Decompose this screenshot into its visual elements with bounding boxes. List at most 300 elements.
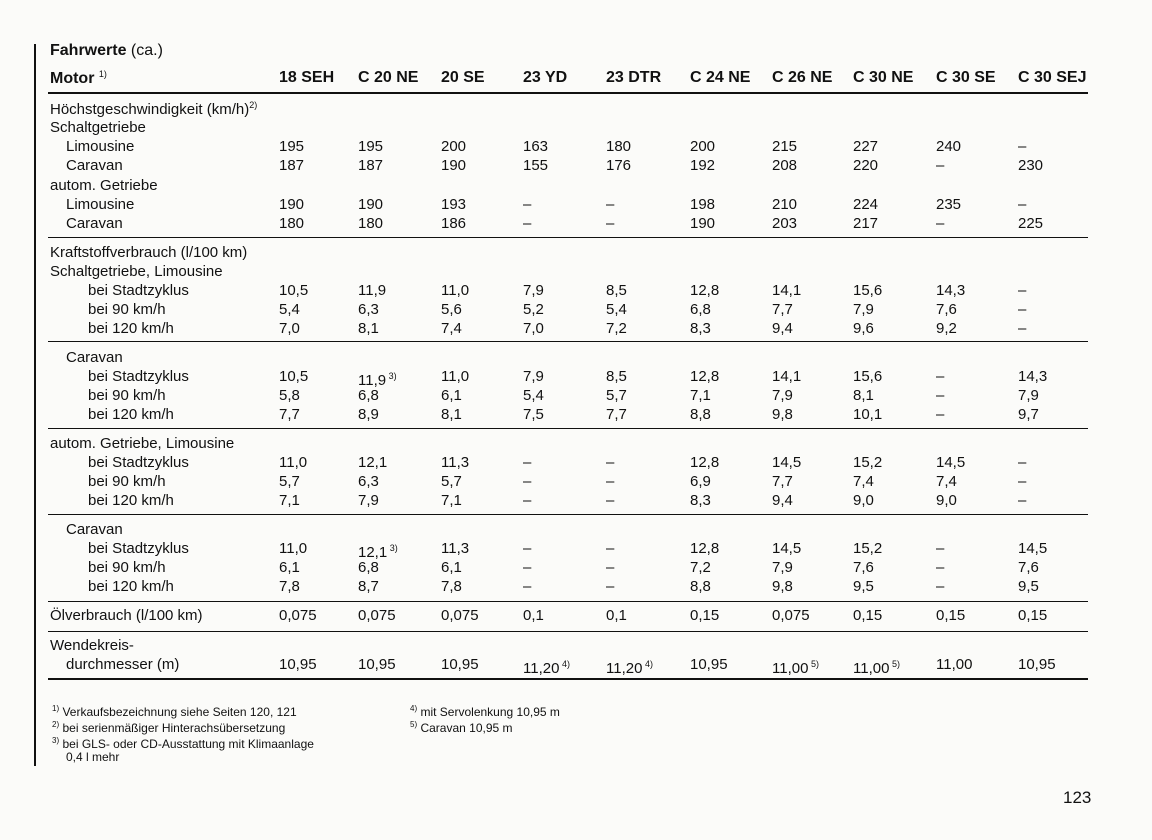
footnote-text: bei GLS- oder CD-Ausstattung mit Klimaanlage [62, 737, 314, 751]
table-cell [936, 539, 996, 558]
table-row [0, 520, 1152, 539]
row-label [88, 577, 174, 596]
table-cell [441, 386, 501, 405]
row-label [88, 491, 174, 510]
table-cell [690, 491, 750, 510]
table-cell [772, 655, 832, 678]
footnote [410, 718, 513, 735]
table-rule [48, 631, 1088, 632]
table-cell [279, 319, 339, 338]
table-cell [606, 606, 666, 625]
cell-value: 200 [690, 138, 716, 155]
row-label-text: Wendekreis- [50, 637, 134, 654]
table-row [0, 137, 1152, 156]
table-cell [772, 281, 832, 300]
column-header: 23 YD [523, 69, 568, 86]
table-row [0, 156, 1152, 175]
row-label [66, 655, 179, 674]
table-cell [358, 558, 418, 577]
cell-value: 8,3 [690, 320, 711, 337]
cell-value: 14,5 [772, 540, 802, 557]
cell-value: 7,9 [358, 492, 379, 509]
cell-value: 9,0 [853, 492, 874, 509]
cell-value: 7,8 [441, 578, 462, 595]
cell-value: 14,3 [1018, 368, 1048, 385]
cell-value: 0,15 [936, 607, 966, 624]
table-cell [690, 195, 750, 214]
table-cell [690, 539, 750, 558]
table-cell [690, 606, 750, 625]
cell-value: 11,00 [772, 660, 809, 677]
cell-value: 7,5 [523, 406, 544, 423]
table-cell [1018, 453, 1078, 472]
table-row [0, 214, 1152, 233]
row-label [50, 176, 158, 195]
cell-value: 0,075 [358, 607, 396, 624]
cell-value: 7,6 [853, 559, 874, 576]
table-rule [48, 237, 1088, 238]
table-cell [441, 319, 501, 338]
row-label-text: Caravan [66, 521, 123, 538]
cell-value: – [936, 387, 945, 404]
table-cell [606, 137, 666, 156]
table-row [0, 636, 1152, 655]
motor-label: Motor [50, 70, 95, 87]
cell-value: 7,9 [523, 282, 544, 299]
table-cell [1018, 491, 1078, 510]
cell-value: 187 [279, 157, 305, 174]
table-cell [441, 577, 501, 596]
table-cell [1018, 655, 1078, 674]
cell-value: 227 [853, 138, 879, 155]
row-label-text: bei 120 km/h [88, 492, 174, 509]
column-header: C 24 NE [690, 69, 751, 86]
row-label [88, 386, 166, 405]
cell-value: 10,95 [441, 656, 479, 673]
cell-value: 9,5 [1018, 578, 1039, 595]
cell-value: 14,5 [772, 454, 802, 471]
cell-value: 6,3 [358, 473, 379, 490]
cell-value: – [523, 492, 532, 509]
table-cell [936, 300, 996, 319]
cell-value: 11,3 [441, 454, 470, 471]
table-cell [358, 577, 418, 596]
table-cell [853, 195, 913, 214]
row-label-text: Caravan [66, 215, 123, 232]
table-cell [606, 386, 666, 405]
cell-value: 8,1 [853, 387, 874, 404]
footnote-mark: 4) [559, 659, 570, 669]
table-cell [441, 405, 501, 424]
table-cell [441, 195, 501, 214]
cell-value: 5,4 [279, 301, 300, 318]
cell-value: 190 [358, 196, 384, 213]
row-label [50, 434, 234, 453]
cell-value: 224 [853, 196, 879, 213]
cell-value: 9,7 [1018, 406, 1039, 423]
table-cell [690, 405, 750, 424]
table-cell [606, 300, 666, 319]
row-label [88, 405, 174, 424]
cell-value: 11,0 [441, 368, 470, 385]
table-cell [358, 319, 418, 338]
table-row [0, 195, 1152, 214]
cell-value: 7,1 [279, 492, 300, 509]
table-cell [936, 405, 996, 424]
cell-value: – [606, 215, 615, 232]
table-cell [523, 281, 583, 300]
table-cell [441, 491, 501, 510]
table-cell [441, 655, 501, 674]
table-cell [690, 137, 750, 156]
cell-value: 0,15 [1018, 607, 1048, 624]
cell-value: 208 [772, 157, 798, 174]
footnote [52, 702, 297, 719]
cell-value: 8,3 [690, 492, 711, 509]
cell-value: 180 [358, 215, 384, 232]
cell-value: 10,95 [358, 656, 396, 673]
table-cell [853, 655, 913, 678]
cell-value: 9,0 [936, 492, 957, 509]
cell-value: 8,8 [690, 406, 711, 423]
table-cell [1018, 472, 1078, 491]
row-label [88, 367, 189, 386]
table-cell [358, 453, 418, 472]
cell-value: 8,8 [690, 578, 711, 595]
cell-value: – [1018, 473, 1027, 490]
row-label [88, 281, 189, 300]
table-cell [1018, 137, 1078, 156]
table-cell [690, 319, 750, 338]
row-label [50, 262, 223, 281]
cell-value: 10,95 [690, 656, 728, 673]
row-label-text: Kraftstoffverbrauch (l/100 km) [50, 244, 248, 261]
cell-value: 9,8 [772, 406, 793, 423]
cell-value: 5,6 [441, 301, 462, 318]
footnote-mark: 5) [889, 659, 900, 669]
row-label-text: bei Stadtzyklus [88, 454, 189, 471]
table-cell [936, 156, 996, 175]
table-cell [772, 156, 832, 175]
cell-value: – [936, 368, 945, 385]
motor-footnote-mark: 1) [98, 69, 107, 79]
table-row [0, 606, 1152, 625]
table-cell [523, 405, 583, 424]
row-label-text: autom. Getriebe, Limousine [50, 435, 235, 452]
cell-value: 7,4 [853, 473, 874, 490]
cell-value: – [936, 157, 945, 174]
cell-value: 10,1 [853, 406, 883, 423]
cell-value: 7,7 [279, 406, 300, 423]
table-row [0, 577, 1152, 596]
cell-value: 7,7 [606, 406, 627, 423]
row-label-text: bei 120 km/h [88, 320, 174, 337]
cell-value: 190 [690, 215, 716, 232]
row-label-text: bei 90 km/h [88, 473, 166, 490]
cell-value: 200 [441, 138, 467, 155]
table-row [0, 281, 1152, 300]
row-label-text: durchmesser (m) [66, 656, 180, 673]
cell-value: 11,0 [279, 454, 308, 471]
table-cell [441, 214, 501, 233]
row-label [50, 118, 146, 137]
cell-value: – [606, 559, 615, 576]
footnote-number: 4) [410, 704, 418, 713]
cell-value: 7,1 [441, 492, 462, 509]
table-cell [690, 156, 750, 175]
table-cell [1018, 606, 1078, 625]
cell-value: 7,7 [772, 473, 793, 490]
table-cell [523, 195, 583, 214]
row-label-text: Caravan [66, 157, 123, 174]
table-cell [936, 472, 996, 491]
table-cell [936, 319, 996, 338]
table-cell [606, 577, 666, 596]
table-cell [279, 156, 339, 175]
table-cell [772, 577, 832, 596]
table-cell [772, 137, 832, 156]
footnote-text: Caravan 10,95 m [420, 721, 513, 735]
cell-value: 6,8 [690, 301, 711, 318]
column-header: C 26 NE [772, 69, 833, 86]
column-header: C 30 SEJ [1018, 69, 1087, 86]
cell-value: 7,0 [279, 320, 300, 337]
table-cell [523, 606, 583, 625]
table-cell [279, 491, 339, 510]
table-cell [772, 491, 832, 510]
table-cell [279, 367, 339, 386]
cell-value: 180 [279, 215, 305, 232]
cell-value: 7,9 [1018, 387, 1039, 404]
cell-value: 190 [279, 196, 305, 213]
cell-value: 12,8 [690, 540, 720, 557]
row-label [66, 195, 134, 214]
row-label-text: Höchstgeschwindigkeit (km/h) [50, 101, 250, 118]
cell-value: 9,4 [772, 320, 793, 337]
table-cell [1018, 281, 1078, 300]
footnote-text: 0,4 l mehr [66, 750, 120, 764]
cell-value: 210 [772, 196, 798, 213]
cell-value: 10,5 [279, 282, 309, 299]
table-rule [48, 514, 1088, 515]
table-cell [690, 558, 750, 577]
row-label [50, 636, 134, 655]
table-cell [606, 405, 666, 424]
cell-value: 9,4 [772, 492, 793, 509]
row-label [50, 96, 257, 119]
table-cell [1018, 214, 1078, 233]
motor-header [50, 69, 107, 88]
title-bold: Fahrwerte [50, 42, 127, 59]
table-row [0, 118, 1152, 137]
cell-value: 0,1 [606, 607, 627, 624]
cell-value: 240 [936, 138, 962, 155]
row-label [66, 156, 123, 175]
cell-value: 0,075 [772, 607, 810, 624]
table-cell [279, 137, 339, 156]
cell-value: – [606, 196, 615, 213]
table-cell [279, 195, 339, 214]
table-cell [523, 386, 583, 405]
cell-value: 6,8 [358, 387, 379, 404]
row-label [66, 520, 123, 539]
cell-value: 5,8 [279, 387, 300, 404]
cell-value: 6,1 [441, 559, 462, 576]
footnote-mark: 5) [808, 659, 819, 669]
cell-value: 5,2 [523, 301, 544, 318]
cell-value: 11,0 [279, 540, 308, 557]
cell-value: 155 [523, 157, 549, 174]
footnote-mark: 3) [386, 371, 397, 381]
table-row [0, 243, 1152, 262]
cell-value: 0,15 [690, 607, 720, 624]
cell-value: – [1018, 282, 1027, 299]
table-cell [853, 214, 913, 233]
table-cell [279, 386, 339, 405]
row-label-text: bei 120 km/h [88, 406, 174, 423]
row-label [66, 348, 123, 367]
table-cell [523, 156, 583, 175]
table-cell [690, 453, 750, 472]
cell-value: – [523, 196, 532, 213]
cell-value: 9,2 [936, 320, 957, 337]
footnote [52, 718, 285, 735]
table-row [0, 386, 1152, 405]
table-cell [358, 137, 418, 156]
table-cell [936, 491, 996, 510]
table-cell [523, 539, 583, 558]
table-cell [279, 606, 339, 625]
table-cell [358, 281, 418, 300]
table-cell [772, 367, 832, 386]
column-header: C 30 SE [936, 69, 996, 86]
table-cell [279, 558, 339, 577]
table-cell [1018, 539, 1078, 558]
cell-value: 15,6 [853, 282, 883, 299]
cell-value: 10,95 [1018, 656, 1056, 673]
table-cell [1018, 195, 1078, 214]
cell-value: 12,8 [690, 454, 720, 471]
cell-value: – [936, 559, 945, 576]
table-cell [358, 214, 418, 233]
table-cell [1018, 386, 1078, 405]
footnote-number: 1) [52, 704, 60, 713]
footnote-mark: 4) [642, 659, 653, 669]
table-cell [279, 300, 339, 319]
cell-value: 9,8 [772, 578, 793, 595]
cell-value: – [523, 454, 532, 471]
table-cell [772, 386, 832, 405]
table-row [0, 176, 1152, 195]
table-cell [772, 472, 832, 491]
footnote-text: mit Servolenkung 10,95 m [420, 705, 560, 719]
cell-value: 5,4 [606, 301, 627, 318]
table-cell [279, 655, 339, 674]
cell-value: 176 [606, 157, 632, 174]
cell-value: 14,5 [1018, 540, 1048, 557]
table-cell [358, 300, 418, 319]
footnote [410, 702, 560, 719]
cell-value: 230 [1018, 157, 1044, 174]
cell-value: 14,5 [936, 454, 966, 471]
table-row [0, 300, 1152, 319]
cell-value: 5,7 [441, 473, 462, 490]
table-cell [523, 491, 583, 510]
footnote [52, 750, 119, 764]
row-label [50, 243, 247, 262]
table-cell [358, 472, 418, 491]
table-cell [523, 655, 583, 678]
table-cell [772, 300, 832, 319]
table-row [0, 262, 1152, 281]
cell-value: – [936, 578, 945, 595]
cell-value: 0,15 [853, 607, 883, 624]
cell-value: 14,1 [772, 282, 802, 299]
row-label-text: bei Stadtzyklus [88, 368, 189, 385]
cell-value: 180 [606, 138, 632, 155]
table-cell [936, 214, 996, 233]
table-cell [690, 386, 750, 405]
table-cell [523, 137, 583, 156]
table-cell [606, 156, 666, 175]
table-cell [523, 367, 583, 386]
table-cell [523, 214, 583, 233]
table-cell [523, 319, 583, 338]
table-cell [772, 195, 832, 214]
cell-value: 7,9 [523, 368, 544, 385]
table-row [0, 558, 1152, 577]
table-cell [358, 655, 418, 674]
cell-value: 6,3 [358, 301, 379, 318]
table-cell [853, 137, 913, 156]
cell-value: 0,075 [279, 607, 317, 624]
page-number: 123 [1063, 788, 1092, 807]
cell-value: 203 [772, 215, 798, 232]
cell-value: 5,7 [606, 387, 627, 404]
footnote-number: 2) [52, 720, 60, 729]
table-cell [936, 558, 996, 577]
table-cell [279, 453, 339, 472]
footnote-mark: 3) [387, 543, 398, 553]
table-cell [441, 367, 501, 386]
column-header: 18 SEH [279, 69, 335, 86]
table-cell [853, 606, 913, 625]
cell-value: 7,9 [853, 301, 874, 318]
footnote-number: 5) [410, 720, 418, 729]
cell-value: 190 [441, 157, 467, 174]
table-cell [936, 195, 996, 214]
table-cell [853, 472, 913, 491]
row-label [88, 300, 166, 319]
cell-value: 11,20 [523, 660, 560, 677]
table-cell [606, 367, 666, 386]
row-label [50, 606, 203, 625]
cell-value: 9,6 [853, 320, 874, 337]
table-cell [441, 137, 501, 156]
table-cell [772, 319, 832, 338]
table-row [0, 453, 1152, 472]
cell-value: 7,7 [772, 301, 793, 318]
table-cell [1018, 367, 1078, 386]
cell-value: 11,00 [936, 656, 973, 673]
table-cell [853, 281, 913, 300]
table-cell [523, 558, 583, 577]
cell-value: 8,1 [441, 406, 462, 423]
cell-value: 217 [853, 215, 879, 232]
cell-value: 0,1 [523, 607, 544, 624]
table-row [0, 472, 1152, 491]
table-row [0, 348, 1152, 367]
